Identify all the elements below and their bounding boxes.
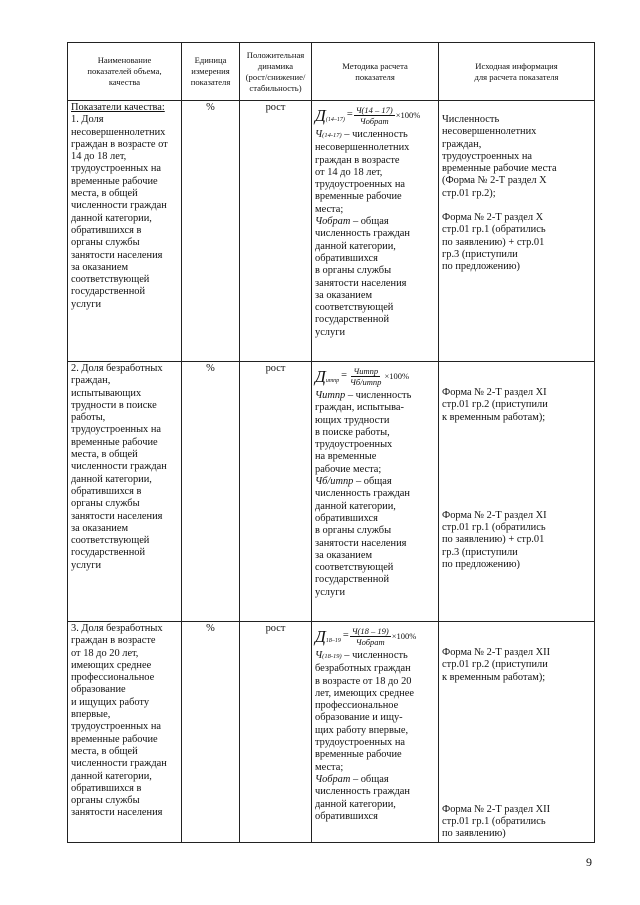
method-line: соответствующей — [315, 302, 394, 314]
text-line: численности граждан — [71, 758, 167, 770]
text-line: 2. Доля безработных — [71, 363, 163, 374]
text-line: и ищущих работу — [71, 696, 150, 708]
text-line: к временным работам); — [442, 671, 546, 683]
text-line: показателей объема, — [87, 66, 162, 76]
method-line: Читпр – численность — [315, 390, 412, 401]
text-line: соответствующей — [71, 535, 150, 547]
text-line: впервые, — [71, 709, 111, 721]
text-line: несовершеннолетних — [71, 126, 166, 138]
text-line: места, в общей — [71, 188, 138, 200]
text-line: стр.01 гр.2); — [442, 187, 496, 199]
text-line: по заявлению) — [442, 828, 506, 840]
formula-symbol: Д — [315, 367, 326, 386]
text-line: образование — [71, 684, 126, 696]
method-line: Чб/итпр – общая — [315, 476, 392, 488]
text-line: Форма № 2-Т раздел X — [442, 212, 544, 224]
text-line: трудоустроенных на — [71, 424, 162, 436]
header-unit — [182, 43, 240, 101]
text-line: стр.01 гр.1 (обратились — [442, 522, 546, 534]
indicator-name-cell — [68, 622, 182, 843]
source-text-a — [442, 114, 591, 200]
dynamics-cell: рост — [240, 622, 312, 843]
method-line: данной категории, — [315, 798, 396, 810]
text-line: Форма № 2-Т раздел XI — [442, 387, 547, 398]
formula-subscript: 18–19 — [325, 638, 341, 645]
method-line: численность граждан — [315, 228, 410, 240]
text-line: данной категории, — [71, 473, 152, 485]
method-line: места; — [315, 761, 344, 773]
method-line: в поиске работы, — [315, 426, 390, 438]
text-line: временные рабочие места — [442, 163, 557, 175]
text-line: от 18 до 20 лет, — [71, 647, 139, 659]
method-line: за оказанием — [315, 289, 373, 301]
formula-multiplier: ×100% — [395, 110, 421, 121]
text-line: государственной — [71, 286, 146, 298]
formula-symbol: Д — [315, 106, 326, 125]
text-line: стр.01 гр.2 (приступили — [442, 399, 548, 411]
section-title: Показатели качества: — [71, 102, 165, 113]
source-text-a — [442, 387, 591, 424]
text-line: органы службы — [71, 237, 140, 249]
text-line: 14 до 18 лет, — [71, 151, 127, 163]
text-line: данной категории, — [71, 770, 152, 782]
method-line: места; — [315, 203, 344, 215]
formula-multiplier: ×100% — [384, 371, 410, 382]
text-line: за оказанием — [71, 261, 129, 273]
text-line: имеющих среднее — [71, 659, 152, 671]
formula — [315, 363, 435, 390]
text-line: места, в общей — [71, 745, 138, 757]
formula-fraction — [348, 366, 383, 387]
text-line: стр.01 гр.1 (обратились — [442, 816, 546, 828]
method-line: временные рабочие — [315, 749, 402, 761]
text-line: граждан, — [442, 138, 482, 150]
formula — [315, 623, 435, 650]
method-line: граждан в возрасте — [315, 154, 400, 166]
method-line: щих работу впервые, — [315, 724, 409, 736]
text-line: по предложению) — [442, 559, 520, 571]
text-line: Методика расчета — [342, 60, 408, 71]
method-line: трудоустроенных — [315, 439, 393, 451]
source-cell — [439, 362, 595, 622]
text-line: численности граждан — [71, 200, 167, 212]
method-line: безработных граждан — [315, 663, 411, 675]
method-line: в возрасте от 18 до 20 — [315, 675, 412, 687]
method-line: обратившихся — [315, 252, 378, 264]
method-line: лет, имеющих среднее — [315, 687, 414, 699]
table-row — [68, 362, 595, 622]
text-line: 3. Доля безработных — [71, 623, 163, 634]
method-line: несовершеннолетних — [315, 142, 410, 154]
dynamics-cell: рост — [240, 101, 312, 362]
text-line: по заявлению) + стр.01 — [442, 236, 545, 248]
header-method — [312, 43, 439, 101]
method-line: государственной — [315, 574, 390, 586]
indicator-name-cell — [68, 101, 182, 362]
method-text — [315, 650, 435, 823]
text-line: по предложению) — [442, 261, 520, 273]
source-text-b — [442, 212, 591, 273]
method-line: Чобрат – общая — [315, 216, 389, 228]
formula-subscript: итпр — [325, 378, 340, 385]
formula-numerator: Ч(18 – 19) — [351, 626, 389, 636]
method-line: численность граждан — [315, 488, 410, 500]
text-line: Положительная — [246, 49, 305, 60]
formula-multiplier: ×100% — [391, 631, 417, 642]
source-text-b — [442, 804, 591, 841]
text-line: граждан в возрасте от — [71, 138, 168, 150]
source-text-a — [442, 647, 591, 684]
text-line: стабильность) — [249, 82, 302, 93]
text-line: занятости населения — [71, 807, 163, 819]
text-line: государственной — [71, 547, 146, 559]
method-line: образование и ищу- — [315, 712, 403, 724]
text-line: услуги — [71, 298, 102, 310]
text-line: численности граждан — [71, 461, 167, 473]
method-line: на временные — [315, 451, 377, 463]
text-line: соответствующей — [71, 274, 150, 286]
method-text — [315, 129, 435, 339]
text-line: трудоустроенных на — [442, 150, 533, 162]
formula-denominator: Чобрат — [359, 116, 389, 126]
unit-cell: % — [182, 362, 240, 622]
formula-equals: = — [342, 630, 349, 642]
formula-symbol: Д — [315, 627, 326, 646]
unit-cell: % — [182, 622, 240, 843]
text-line: услуги — [71, 559, 102, 571]
text-line: 1. Доля — [71, 114, 104, 126]
table-row — [68, 622, 595, 843]
text-line: Форма № 2-Т раздел XII — [442, 803, 551, 815]
indicators-table — [67, 42, 595, 843]
text-line: измерения — [191, 66, 230, 76]
formula-numerator: Читпр — [353, 366, 379, 376]
text-line: трудоустроенных на — [71, 163, 162, 175]
text-line: стр.01 гр.2 (приступили — [442, 659, 548, 671]
dynamics-cell: рост — [240, 362, 312, 622]
text-line: работы, — [71, 412, 106, 424]
method-text — [315, 390, 435, 599]
text-line: трудности в поиске — [71, 399, 157, 411]
source-cell — [439, 101, 595, 362]
text-line: (Форма № 2-Т раздел X — [442, 175, 547, 187]
table-header-row — [68, 43, 595, 101]
formula-denominator: Чб/итпр — [350, 377, 382, 387]
page-number: 9 — [586, 855, 592, 869]
text-line: показателя — [355, 71, 395, 82]
indicator-name — [71, 114, 178, 311]
text-line: Форма № 2-Т раздел XI — [442, 509, 547, 521]
text-line: несовершеннолетних — [442, 126, 537, 138]
text-line: за оказанием — [71, 522, 129, 534]
text-line: Численность — [442, 114, 500, 125]
text-line: Исходная информация — [475, 60, 558, 71]
method-line: рабочие места; — [315, 463, 382, 475]
text-line: граждан в возрасте — [71, 635, 156, 647]
text-line: Единица — [194, 55, 227, 65]
text-line: профессиональное — [71, 672, 155, 684]
method-cell — [312, 622, 439, 843]
header-source — [439, 43, 595, 101]
method-line: Чобрат – общая — [315, 773, 389, 785]
formula-fraction — [354, 105, 395, 126]
text-line: Наименование — [97, 55, 152, 65]
text-line: качества — [108, 77, 141, 87]
method-line: обратившихся — [315, 512, 378, 524]
text-line: Форма № 2-Т раздел XII — [442, 647, 551, 658]
table-row — [68, 101, 595, 362]
text-line: динамика — [257, 60, 294, 71]
source-cell — [439, 622, 595, 843]
text-line: испытывающих — [71, 387, 142, 399]
text-line: обратившихся в — [71, 782, 142, 794]
indicator-name — [71, 623, 178, 820]
formula-denominator: Чобрат — [355, 637, 385, 647]
text-line: временные рабочие — [71, 436, 158, 448]
method-line: профессиональное — [315, 700, 399, 712]
text-line: гр.3 (приступили — [442, 248, 518, 260]
method-line: обратившихся — [315, 810, 378, 822]
method-line: временные рабочие — [315, 191, 402, 203]
method-line: занятости населения — [315, 537, 407, 549]
header-dynamics — [240, 43, 312, 101]
formula-equals: = — [346, 109, 353, 121]
text-line: (рост/снижение/ — [245, 71, 306, 82]
text-line: гр.3 (приступили — [442, 546, 518, 558]
text-line: органы службы — [71, 498, 140, 510]
formula-subscript: (14–17) — [325, 117, 345, 124]
text-line: временные рабочие — [71, 733, 158, 745]
text-line: для расчета показателя — [474, 71, 559, 82]
formula — [315, 102, 435, 129]
method-line: трудоустроенных на — [315, 737, 406, 749]
method-line: Ч(18-19) – численность — [315, 650, 408, 661]
method-cell — [312, 362, 439, 622]
method-line: в органы службы — [315, 525, 392, 537]
text-line: занятости населения — [71, 249, 163, 261]
method-line: услуги — [315, 326, 346, 338]
method-line: соответствующей — [315, 562, 394, 574]
text-line: данной категории, — [71, 212, 152, 224]
text-line: трудоустроенных на — [71, 721, 162, 733]
method-line: занятости населения — [315, 277, 407, 289]
text-line: обратившихся в — [71, 224, 142, 236]
text-line: занятости населения — [71, 510, 163, 522]
text-line: места, в общей — [71, 449, 138, 461]
method-line: данной категории, — [315, 500, 396, 512]
unit-cell: % — [182, 101, 240, 362]
indicator-name-cell — [68, 362, 182, 622]
method-line: в органы службы — [315, 265, 392, 277]
method-line: Ч(14-17) – численность — [315, 129, 408, 140]
formula-fraction — [350, 626, 391, 647]
header-indicator-name — [68, 43, 182, 101]
text-line: показателя — [190, 77, 231, 87]
method-line: государственной — [315, 314, 390, 326]
method-line: граждан, испытыва- — [315, 402, 404, 414]
method-line: данной категории, — [315, 240, 396, 252]
text-line: обратившихся в — [71, 485, 142, 497]
method-line: услуги — [315, 586, 346, 598]
text-line: граждан, — [71, 375, 111, 387]
method-line: численность граждан — [315, 786, 410, 798]
text-line: стр.01 гр.1 (обратились — [442, 224, 546, 236]
text-line: временные рабочие — [71, 175, 158, 187]
formula-equals: = — [341, 370, 348, 382]
method-line: ющих трудности — [315, 414, 390, 426]
method-line: за оказанием — [315, 549, 373, 561]
formula-numerator: Ч(14 – 17) — [355, 105, 393, 115]
source-text-b — [442, 510, 591, 571]
text-line: органы службы — [71, 795, 140, 807]
method-line: от 14 до 18 лет, — [315, 166, 383, 178]
method-cell — [312, 101, 439, 362]
method-line: трудоустроенных на — [315, 179, 406, 191]
text-line: к временным работам); — [442, 411, 546, 423]
text-line: по заявлению) + стр.01 — [442, 534, 545, 546]
indicator-name — [71, 363, 178, 572]
